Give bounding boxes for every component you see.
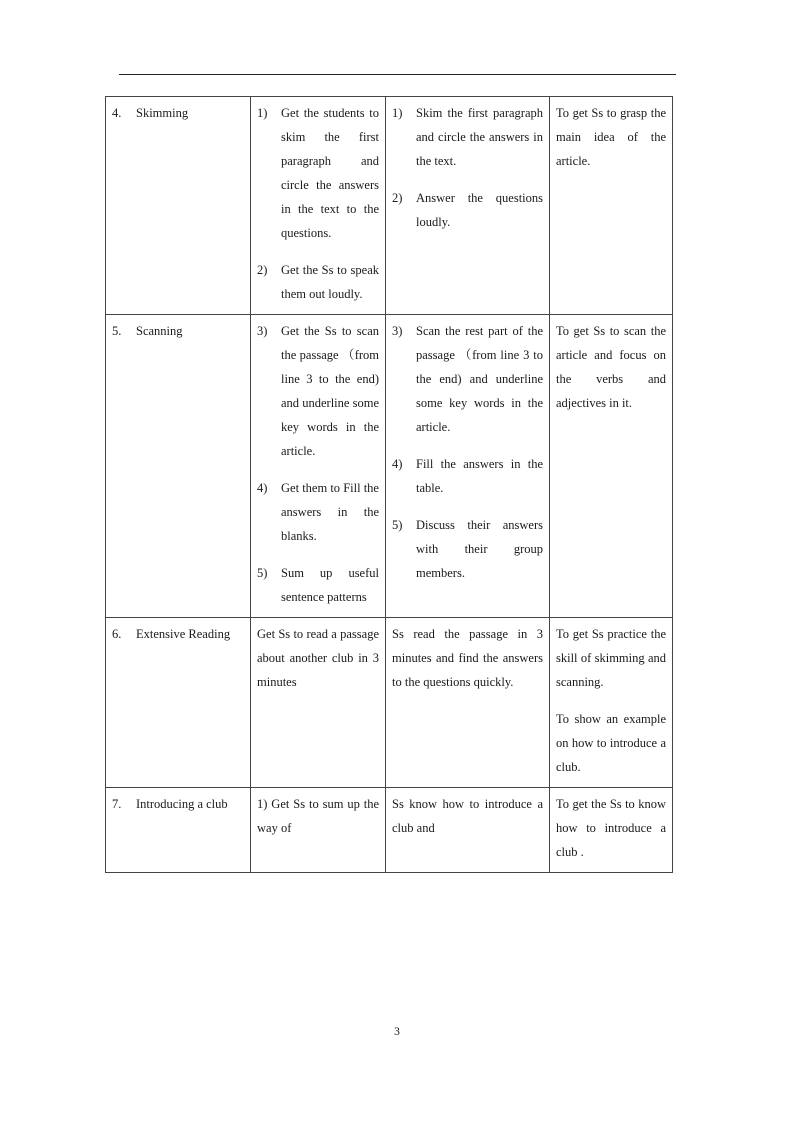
table-row <box>106 618 673 788</box>
stage-cell <box>106 97 251 315</box>
teacher-activity-cell <box>251 788 386 873</box>
item-text: Skim the first paragraph and circle the answers in the text. <box>416 106 543 168</box>
purpose-text: To get Ss to grasp the main idea of the article. <box>556 106 666 168</box>
stage-number: 6. <box>112 627 122 641</box>
list-item <box>392 513 543 585</box>
stage-number: 4. <box>112 106 122 120</box>
purpose-text: To get Ss to scan the article and focus on the verbs and adjectives in it. <box>556 324 666 410</box>
stage-title: Scanning <box>136 324 183 338</box>
purpose-cell <box>550 97 673 315</box>
header-rule <box>119 74 676 75</box>
item-marker: 1) <box>392 106 403 120</box>
table-row <box>106 788 673 873</box>
stage-title: Extensive Reading <box>136 627 231 641</box>
purpose-cell <box>550 618 673 788</box>
item-marker: 3) <box>257 324 268 338</box>
item-marker: 2) <box>392 191 403 205</box>
stage-number: 7. <box>112 797 122 811</box>
teacher-text: 1) Get Ss to sum up the way of <box>257 797 379 835</box>
item-text: Get the Ss to scan the passage （from line 3 to the end) and underline some key words in the article. <box>281 324 379 458</box>
student-text: Ss read the passage in 3 minutes and find the answers to the questions quickly. <box>392 627 543 689</box>
student-activity-cell <box>386 315 550 618</box>
item-marker: 4) <box>392 457 403 471</box>
item-text: Scan the rest part of the passage （from line 3 to the end) and underline some key words in the article. <box>416 324 543 434</box>
list-item <box>392 101 543 173</box>
purpose-cell <box>550 315 673 618</box>
teacher-activity-cell <box>251 618 386 788</box>
item-text: Get the Ss to speak them out loudly. <box>281 263 379 301</box>
item-text: Get them to Fill the answers in the blanks. <box>281 481 379 543</box>
item-marker: 3) <box>392 324 403 338</box>
purpose-text: To show an example on how to introduce a club. <box>556 712 666 774</box>
item-text: Get the students to skim the first paragraph and circle the answers in the text to the questions. <box>281 106 379 240</box>
stage-cell <box>106 315 251 618</box>
stage-number: 5. <box>112 324 122 338</box>
student-activity-cell <box>386 97 550 315</box>
item-text: Sum up useful sentence patterns <box>281 566 379 604</box>
item-marker: 5) <box>392 518 403 532</box>
item-text: Answer the questions loudly. <box>416 191 543 229</box>
student-activity-cell <box>386 618 550 788</box>
teacher-activity-cell <box>251 97 386 315</box>
teacher-activity-cell <box>251 315 386 618</box>
teacher-text: Get Ss to read a passage about another club in 3 minutes <box>257 627 379 689</box>
purpose-cell <box>550 788 673 873</box>
student-activity-cell <box>386 788 550 873</box>
purpose-text: To get Ss practice the skill of skimming and scanning. <box>556 627 666 689</box>
list-item <box>257 319 379 463</box>
stage-title: Introducing a club <box>136 797 228 811</box>
item-marker: 1) <box>257 106 268 120</box>
list-item <box>257 476 379 548</box>
item-text: Discuss their answers with their group members. <box>416 518 543 580</box>
item-text: Fill the answers in the table. <box>416 457 543 495</box>
stage-title: Skimming <box>136 106 189 120</box>
list-item <box>257 258 379 306</box>
list-item <box>392 319 543 439</box>
stage-cell <box>106 618 251 788</box>
table-row <box>106 97 673 315</box>
list-item <box>392 452 543 500</box>
lesson-plan-table <box>105 96 673 873</box>
table-row <box>106 315 673 618</box>
page-number: 3 <box>394 1026 400 1038</box>
item-marker: 5) <box>257 566 268 580</box>
item-marker: 2) <box>257 263 268 277</box>
student-text: Ss know how to introduce a club and <box>392 797 543 835</box>
list-item <box>257 101 379 245</box>
list-item <box>257 561 379 609</box>
list-item <box>392 186 543 234</box>
stage-cell <box>106 788 251 873</box>
purpose-text: To get the Ss to know how to introduce a club . <box>556 797 666 859</box>
item-marker: 4) <box>257 481 268 495</box>
